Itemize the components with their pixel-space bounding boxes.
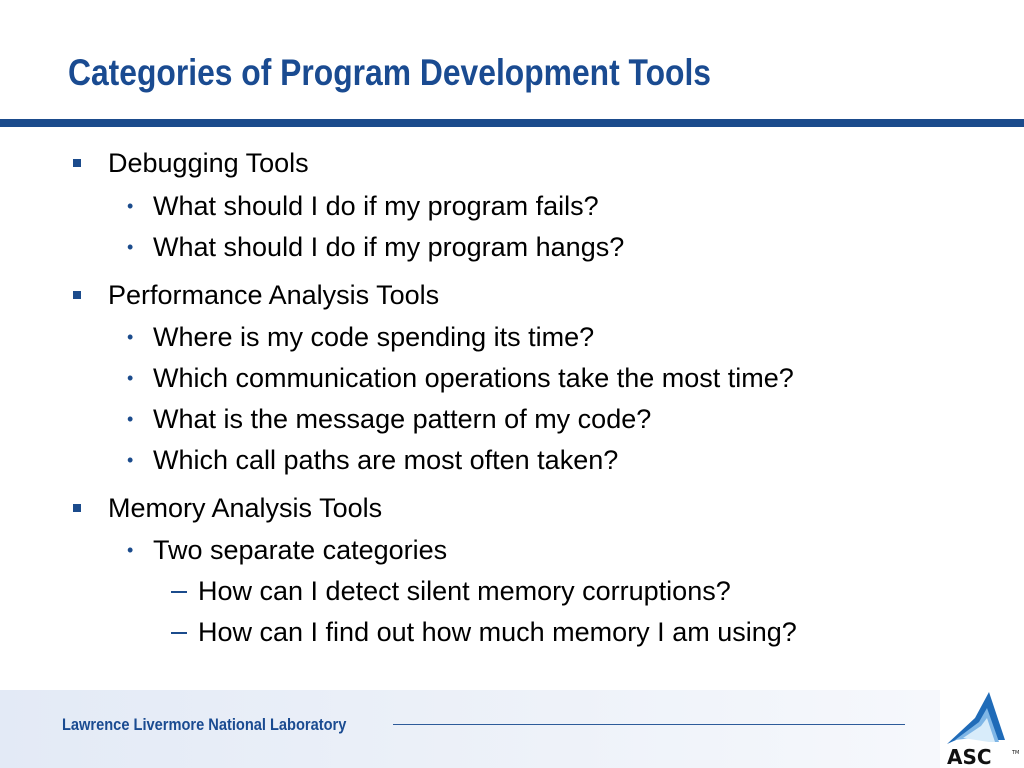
logo-trademark: TM bbox=[1012, 750, 1020, 756]
asc-logo bbox=[943, 684, 1023, 768]
logo-text: ASC bbox=[947, 745, 992, 768]
question-call-paths: Which call paths are most often taken? bbox=[153, 445, 619, 475]
dash-bullet-icon bbox=[171, 591, 187, 593]
topic-debugging-tools: Debugging Tools bbox=[108, 148, 309, 178]
dot-bullet-icon: • bbox=[127, 409, 134, 429]
question-communication-operations: Which communication operations take the most time? bbox=[153, 363, 794, 393]
dot-bullet-icon: • bbox=[127, 368, 134, 388]
question-memory-corruptions: How can I detect silent memory corruptions? bbox=[198, 576, 731, 606]
topic-memory-analysis-tools: Memory Analysis Tools bbox=[108, 493, 383, 523]
dot-bullet-icon: • bbox=[127, 540, 134, 560]
dot-bullet-icon: • bbox=[127, 237, 134, 257]
question-message-pattern: What is the message pattern of my code? bbox=[153, 404, 652, 434]
square-bullet-icon bbox=[73, 159, 81, 167]
organization-name: Lawrence Livermore National Laboratory bbox=[62, 715, 347, 734]
dot-bullet-icon: • bbox=[127, 327, 134, 347]
slide-title: Categories of Program Development Tools bbox=[68, 52, 712, 93]
square-bullet-icon bbox=[73, 291, 81, 299]
question-code-time: Where is my code spending its time? bbox=[153, 322, 595, 352]
memory-categories: Two separate categories bbox=[153, 535, 448, 565]
footer-divider bbox=[393, 724, 905, 725]
square-bullet-icon bbox=[73, 504, 81, 512]
dot-bullet-icon: • bbox=[127, 196, 134, 216]
question-program-fails: What should I do if my program fails? bbox=[153, 191, 599, 221]
topic-performance-analysis-tools: Performance Analysis Tools bbox=[108, 280, 440, 310]
dot-bullet-icon: • bbox=[127, 450, 134, 470]
question-program-hangs: What should I do if my program hangs? bbox=[153, 232, 625, 262]
question-memory-usage: How can I find out how much memory I am using? bbox=[198, 617, 797, 647]
dash-bullet-icon bbox=[171, 632, 187, 634]
